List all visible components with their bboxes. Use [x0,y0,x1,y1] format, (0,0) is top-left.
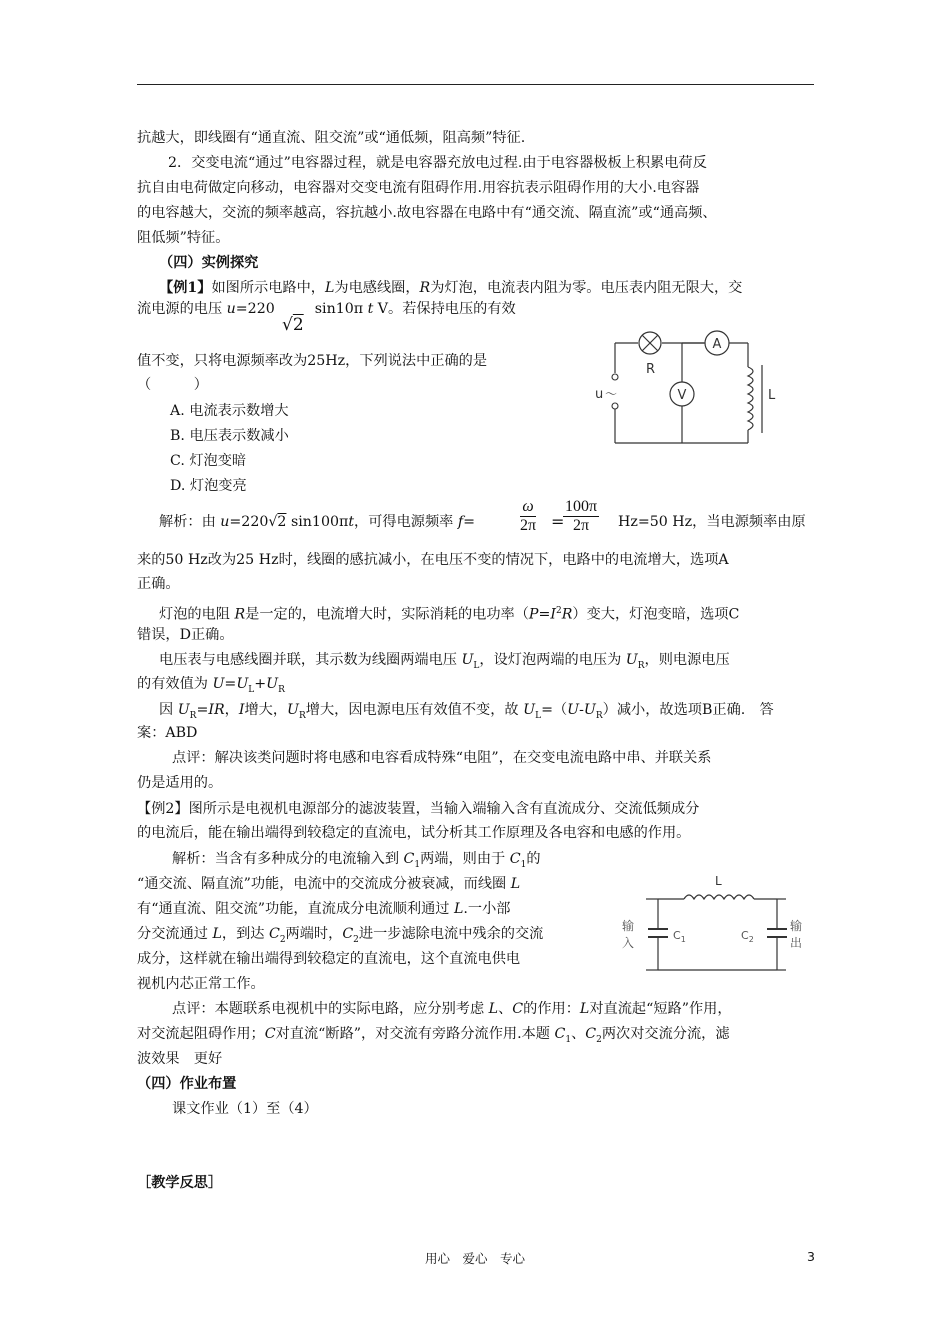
option-c: C. 灯泡变暗 [170,453,247,469]
homework-text: 课文作业（1）至（4） [172,1101,318,1117]
solution-1-line-6: 电压表与电感线圈并联，其示数为线圈两端电压 $U_L$，设灯泡两端的电压为 $U_R$，则电源电压 [159,652,730,671]
c1-label: $C_1$ [673,929,686,944]
output-label-2: 出 [790,936,803,950]
solution-2-line-4: 分交流通过 L，到达 $C_2$两端时，$C_2$进一步滤除电流中残余的交流 [137,926,544,945]
comment-1-line-1: 点评：解决该类问题时将电感和电容看成特殊“电阻”，在交变电流电路中串、并联关系 [172,750,712,766]
solution-1-line-1-end: Hz=50 Hz，当电源频率由原 [618,514,806,530]
option-a: A. 电流表示数增大 [170,403,289,419]
example-2-line-1: 【例2】图所示是电视机电源部分的滤波装置，当输入端输入含有直流成分、交流低频成分 [137,801,700,817]
circuit-diagram-1 [590,325,785,450]
example-2-line-2: 的电流后，能在输出端得到较稳定的直流电，试分析其工作原理及各电容和电感的作用。 [137,825,691,841]
comment-2-line-3: 波效果 更好 [137,1051,223,1067]
fraction-100pi-over-2pi: $\frac{100\pi}{2\pi}$ [565,498,598,534]
intro-line-5: 阻低频”特征。 [137,230,230,246]
solution-1-line-1: 解析：由 u=220√2 sin100πt，可得电源频率 f= [159,514,476,530]
page-footer: 用心 爱心 专心 [424,1251,525,1266]
intro-line-2: 2．交变电流“通过”电容器过程，就是电容器充放电过程.由于电容器极板上积累电荷反 [168,155,707,171]
ac-tilde: ～ [605,387,618,401]
c2-label: $C_2$ [741,929,754,944]
capacitor-c1-icon [648,928,668,938]
inductor-label-2: L [715,874,722,888]
resistor-label: R [646,362,656,377]
page-number: 3 [807,1249,815,1264]
solution-1-answer: 案：ABD [137,725,198,741]
example-1-line-3: 值不变，只将电源频率改为25Hz，下列说法中正确的是 [137,353,488,369]
svg-text:A: A [712,337,722,352]
fraction-omega-over-2pi: $\frac{\omega}{2\pi}$ [520,498,537,534]
fraction-equals: = [551,512,565,531]
solution-1-line-5: 错误，D正确。 [137,627,234,643]
comment-2-line-2: 对交流起阻碍作用；C对直流“断路”，对交流有旁路分流作用.本题 $C_1$、$C_2$两次对交流分流，滤 [137,1026,730,1045]
example-1-line-1: 【例1】如图所示电路中，L为电感线圈，R为灯泡，电流表内阻为零。电压表内阻无限大，交 [159,280,743,296]
solution-2-line-5: 成分，这样就在输出端得到较稳定的直流电，这个直流电供电 [137,951,521,967]
inductor-label: L [768,388,776,403]
svg-text:V: V [677,388,687,403]
solution-1-line-7: 的有效值为 $U=U_L+U_R$ [137,676,285,695]
capacitor-c2-icon [767,928,787,938]
input-label-2: 入 [622,936,635,950]
homework-heading: （四）作业布置 [137,1076,237,1092]
circuit-diagram-2 [618,872,813,977]
intro-line-4: 的电容越大，交流的频率越高，容抗越小.故电容器在电路中有“通交流、隔直流”或“通高频、 [137,205,717,221]
output-label-1: 输 [790,919,803,933]
solution-1-line-8: 因 $U_R=IR$，I增大，$U_R$增大，因电源电压有效值不变，故 $U_L=(U-U_R)$减小，故选项B正确. 答 [159,702,774,721]
comment-2-line-1: 点评：本题联系电视机中的实际电路，应分别考虑 L、C的作用：L对直流起“短路”作用， [172,1001,732,1017]
comment-1-line-2: 仍是适用的。 [137,775,223,791]
solution-1-line-3: 正确。 [137,576,180,592]
solution-2-line-2: “通交流、隔直流”功能，电流中的交流成分被衰减，而线圈 L [137,876,521,892]
solution-1-line-4: 灯泡的电阻 R是一定的，电流增大时，实际消耗的电功率$(P=I^2R)$变大，灯泡变暗，选项C [159,606,740,623]
header-rule [137,84,814,85]
ammeter-icon [705,331,729,355]
solution-2-line-3: 有“通直流、阻交流”功能，直流成分电流顺利通过 L.一小部 [137,901,511,917]
section-heading-examples: （四）实例探究 [159,255,259,271]
source-label: u [595,387,604,402]
solution-2-line-6: 视机内芯正常工作。 [137,976,265,992]
lamp-icon [639,332,661,354]
option-d: D. 灯泡变亮 [170,478,247,494]
option-b: B. 电压表示数减小 [170,428,289,444]
intro-line-1: 抗越大，即线圈有“通直流、阻交流”或“通低频，阻高频”特征. [137,130,526,146]
example-1-paren: （ ） [137,377,208,393]
example-1-line-2: 流电源的电压 u=220 sin10π t V。若保持电压的有效 [137,301,516,317]
reflection-heading: ［教学反思］ [137,1175,223,1191]
solution-1-line-2: 来的50 Hz改为25 Hz时，线圈的感抗减小，在电压不变的情况下，电路中的电流增大，选项A [137,552,729,568]
sqrt-two-example: √2 [282,315,304,335]
voltmeter-icon [670,382,694,406]
intro-line-3: 抗自由电荷做定向移动，电容器对交变电流有阻碍作用.用容抗表示阻碍作用的大小.电容器 [137,180,700,196]
solution-2-line-1: 解析：当含有多种成分的电流输入到 $C_1$两端，则由于 $C_1$的 [172,851,541,870]
input-label-1: 输 [622,919,635,933]
